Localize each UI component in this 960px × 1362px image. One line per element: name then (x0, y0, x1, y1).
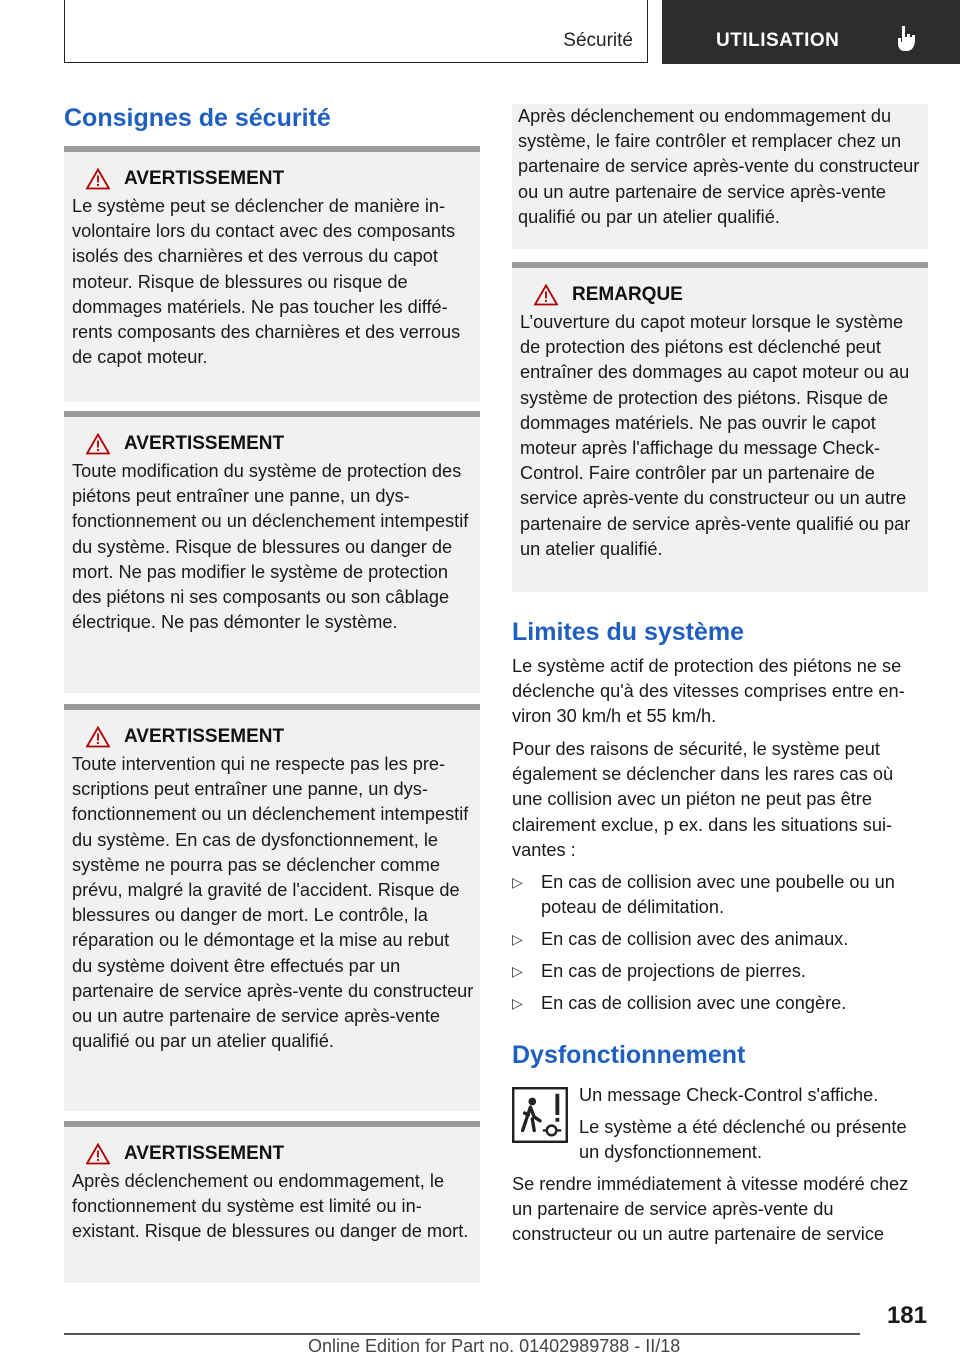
warning-text: Toute intervention qui ne respecte pas les prescriptions peut entraîner une panne, un dysfonctionnement ou un déclenchement intempestif du système. En cas de dysfonctionnement, le système ne pourra pas se déclencher comme prévu, malgré la gravité de l'accident. Risque de blessures ou danger de mort. Le contrôle, la réparation ou le démontage et la mise au rebut du système doivent être effectués par un partenaire de service après-vente du constructeur ou un autre partenaire de service après-vente qualifié ou par un atelier qualifié. (72, 754, 474, 1052)
warning-text: Toute modification du système de protection des piétons peut entraîner une panne, un dysfonctionnement ou un déclenchement intempestif du système. Risque de blessures ou danger de mort. Ne pas modifier le système de protection des piétons ni ses composants ou son câblage électrique. Ne pas démonter le système. (72, 461, 469, 633)
bullet-triangle-icon: ▷ (512, 931, 523, 947)
header-chapter-title: UTILISATION (716, 30, 840, 51)
note-box (512, 262, 928, 592)
warning-box (64, 411, 480, 693)
warning-text: Le système peut se déclencher de manière involontaire lors du contact avec des composants isolés des charnières et des verrous du capot moteur. Risque de blessures ou risque de dommages matériels. Ne pas toucher les différents composants des charnières et des verrous de capot moteur. (72, 196, 461, 368)
warning-label: AVERTISSEMENT (124, 1143, 285, 1164)
header-chapter-tab (662, 0, 960, 64)
warning-label: AVERTISSEMENT (124, 168, 285, 189)
header-section-box (64, 0, 648, 63)
page-number: 181 (886, 1302, 927, 1329)
dys-paragraph-2: Le système a été déclenché ou présente un dysfonctionnement. (579, 1117, 907, 1163)
dys-paragraph-1: Un message Check-Control s'affiche. (579, 1085, 879, 1105)
note-text: L’ouverture du capot moteur lorsque le système de protection des piétons est déclenché peut entraîner des dommages au capot moteur ou au système de protection des piétons. Risque de dommages matériels. Ne pas ouvrir le capot moteur après l'affichage du message Check-Control. Faire contrôler par un partenaire de service après-vente du constructeur ou un autre partenaire de service après-vente qualifié ou par un atelier qualifié. (520, 312, 911, 559)
warning-continuation-text: Après déclenchement ou endommagement du système, le faire contrôler et remplacer chez un partenaire de service après-vente du constructeur ou un autre partenaire de service après-vente qualifié ou par un atelier qualifié. (518, 106, 920, 227)
footer-divider (64, 1333, 860, 1335)
limits-paragraph-2: Pour des raisons de sécurité, le système peut également se déclencher dans les rares cas où une collision avec un piéton ne peut pas être clairement exclue, p ex. dans les situations suivantes : (512, 739, 894, 860)
warning-box (64, 1121, 480, 1283)
warning-triangle-icon (86, 433, 110, 455)
warning-triangle-icon (86, 726, 110, 748)
section-title-dysfonctionnement: Dysfonctionnement (512, 1041, 746, 1069)
section-title-consignes: Consignes de sécurité (64, 104, 331, 132)
bullet-triangle-icon: ▷ (512, 963, 523, 979)
warning-box (64, 704, 480, 1111)
pedestrian-protection-warning-icon (512, 1087, 568, 1143)
warning-box (64, 146, 480, 402)
bullet-triangle-icon: ▷ (512, 874, 523, 890)
section-title-limites: Limites du système (512, 618, 745, 646)
dys-paragraph-3: Se rendre immédiatement à vitesse modéré chez un partenaire de service après-vente du constructeur ou un autre partenaire de service (512, 1174, 909, 1245)
header-section-title: Sécurité (563, 30, 633, 51)
pointing-hand-icon (894, 24, 918, 54)
warning-text: Après déclenchement ou endommagement, le fonctionnement du système est limité ou inexistant. Risque de blessures ou danger de mort. (72, 1171, 469, 1242)
note-label: REMARQUE (572, 284, 683, 305)
warning-label: AVERTISSEMENT (124, 433, 285, 454)
warning-triangle-icon (86, 168, 110, 190)
footer-edition: Online Edition for Part no. 01402989788 - II/18 (308, 1336, 681, 1356)
warning-triangle-icon (86, 1143, 110, 1165)
warning-label: AVERTISSEMENT (124, 726, 285, 747)
warning-continuation-box (512, 104, 928, 249)
limits-paragraph-1: Le système actif de protection des piétons ne se déclenche qu'à des vitesses comprises entre environ 30 km/h et 55 km/h. (512, 656, 905, 727)
warning-triangle-icon (534, 284, 558, 306)
bullet-triangle-icon: ▷ (512, 995, 523, 1011)
